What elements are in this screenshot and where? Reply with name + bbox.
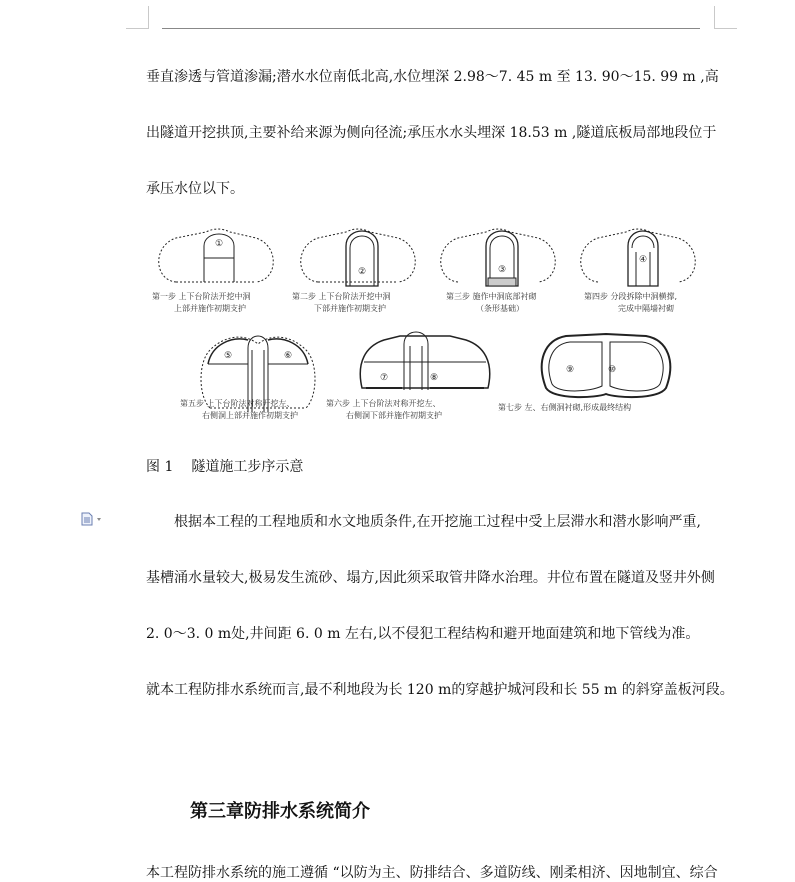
figure-caption-text: 隧道施工步序示意 xyxy=(191,459,304,475)
step-caption: 右侧洞下部并施作初期支护 xyxy=(346,411,442,420)
step-number: ① xyxy=(214,239,224,249)
step-2-diagram xyxy=(301,229,416,286)
step-caption: 第五步 上下台阶法对称开挖左、 xyxy=(180,399,295,408)
tunnel-steps-figure xyxy=(146,222,712,428)
step-caption: 第四步 分段拆除中洞横撑, xyxy=(584,292,678,301)
header-rule xyxy=(162,28,700,29)
step-1-diagram xyxy=(159,229,274,282)
step-caption: 第一步 上下台阶法开挖中洞 xyxy=(152,292,251,301)
step-number: ⑤ xyxy=(223,351,233,361)
step-caption: 下部并施作初期支护 xyxy=(314,304,386,313)
page-corner-mark xyxy=(126,6,149,29)
step-caption: 右侧洞上部并施作初期支护 xyxy=(202,411,298,420)
body-text-line: 根据本工程的工程地质和水文地质条件,在开挖施工过程中受上层滞水和潜水影响严重, xyxy=(174,514,701,530)
body-text-line: 2. 0～3. 0 m处,井间距 6. 0 m 左右,以不侵犯工程结构和避开地面建筑和地下管线为准。 xyxy=(146,626,700,642)
step-caption: 完成中隔墙衬砌 xyxy=(618,304,674,313)
step-number: ② xyxy=(357,267,367,277)
step-caption: 第六步 上下台阶法对称开挖左、 xyxy=(326,399,441,408)
page-corner-mark xyxy=(714,6,737,29)
body-text-line: 基槽涌水量较大,极易发生流砂、塌方,因此须采取管井降水治理。井位布置在隧道及竖井外侧 xyxy=(146,570,715,586)
body-text-line: 就本工程防排水系统而言,最不利地段为长 120 m的穿越护城河段和长 55 m 的斜穿盖板河段。 xyxy=(146,682,734,698)
step-number: ④ xyxy=(638,255,648,265)
step-number: ⑥ xyxy=(283,351,293,361)
step-caption: 第七步 左、右侧洞衬砌,形成最终结构 xyxy=(498,403,632,412)
step-caption: 第三步 施作中洞底部衬砌 xyxy=(446,292,537,301)
body-text-line: 承压水位以下。 xyxy=(146,181,244,197)
body-text-line: 出隧道开挖拱顶,主要补给来源为侧向径流;承压水水头埋深 18.53 m ,隧道底板局部地段位于 xyxy=(146,125,717,141)
body-text-line: 本工程防排水系统的施工遵循 “以防为主、防排结合、多道防线、刚柔相济、因地制宜、综合 xyxy=(146,865,718,881)
chapter-heading: 第三章防排水系统简介 xyxy=(190,801,370,822)
step-3-diagram xyxy=(441,229,556,286)
step-number: ⑦ xyxy=(379,373,389,383)
step-caption: （条形基础） xyxy=(476,304,524,313)
figure-caption xyxy=(146,456,303,476)
step-caption: 上部并施作初期支护 xyxy=(174,304,246,313)
step-number: ⑧ xyxy=(429,373,439,383)
body-text-line: 垂直渗透与管道渗漏;潜水水位南低北高,水位埋深 2.98～7. 45 m 至 13. 90～15. 99 m ,高 xyxy=(146,69,719,85)
step-caption: 第二步 上下台阶法开挖中洞 xyxy=(292,292,391,301)
step-7-diagram xyxy=(542,334,671,397)
step-number: ⑩ xyxy=(607,365,617,375)
figure-caption-label: 图 1 xyxy=(146,459,174,475)
step-number: ③ xyxy=(497,265,507,275)
step-number: ⑨ xyxy=(565,365,575,375)
document-icon[interactable] xyxy=(80,512,104,526)
